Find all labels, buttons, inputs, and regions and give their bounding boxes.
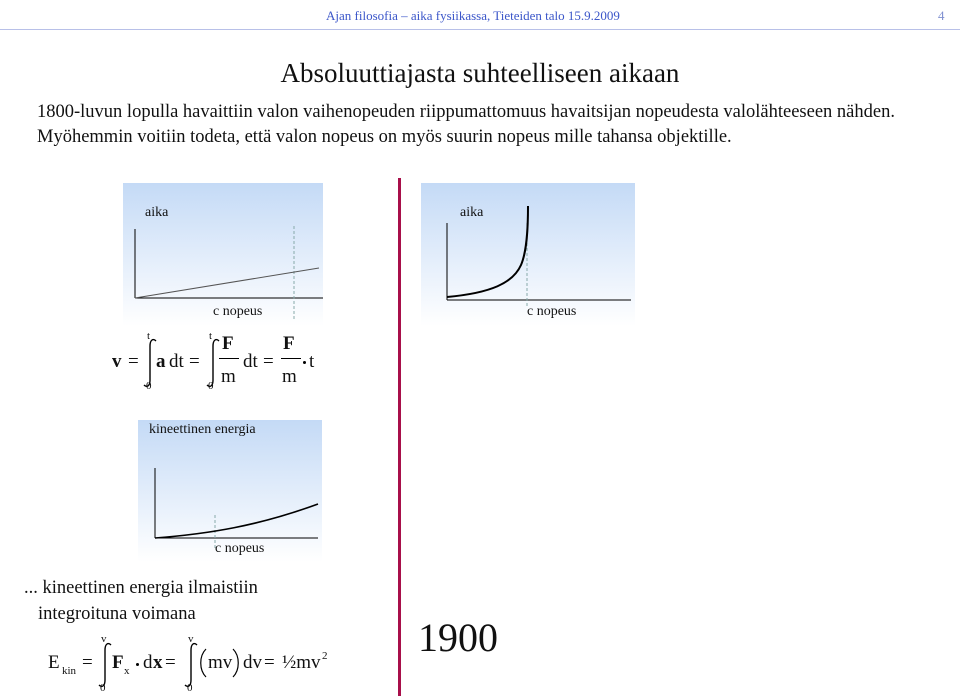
chart2-x-label: c nopeus — [527, 304, 577, 319]
eq2-d: d — [143, 652, 153, 673]
eq-equals-1: = — [128, 351, 139, 372]
eq2-upper-1: v — [101, 633, 107, 645]
eq2-paren-right — [230, 648, 242, 678]
eq-dot-1 — [303, 361, 306, 364]
eq2-equals-1: = — [82, 652, 93, 673]
eq2-sub-kin: kin — [62, 665, 77, 677]
eq2-mv: mv — [208, 652, 233, 673]
eq-v: v — [112, 351, 122, 372]
eq-equals-3: = — [263, 351, 274, 372]
eq2-half-mv: ½mv — [282, 652, 321, 673]
eq-m-2: m — [282, 366, 297, 387]
slide-header: Ajan filosofia – aika fysiikassa, Tieteiden talo 15.9.2009 — [326, 8, 620, 23]
chart1-curve — [135, 268, 319, 298]
eq-lower-2: 0 — [208, 380, 214, 392]
eq-dt-1: dt — [169, 351, 184, 372]
chart2-curve — [447, 206, 528, 297]
timeline-divider — [398, 178, 401, 696]
eq-equals-2: = — [189, 351, 200, 372]
page-number: 4 — [938, 8, 945, 23]
slide-title: Absoluuttiajasta suhteelliseen aikaan — [280, 58, 680, 88]
chart1-y-label: aika — [145, 205, 169, 220]
eq2-x-bold: x — [153, 652, 163, 673]
kinetic-note-line-2: integroituna voimana — [38, 604, 196, 624]
eq2-dot — [136, 663, 139, 666]
eq-a: a — [156, 351, 166, 372]
eq-F-2: F — [283, 333, 295, 354]
eq-fracbar-2 — [281, 358, 301, 359]
chart3-x-label: c nopeus — [215, 541, 265, 556]
eq-upper-1: t — [147, 330, 151, 342]
eq2-upper-2: v — [188, 633, 194, 645]
eq-lower-1: 0 — [146, 380, 152, 392]
body-paragraph: 1800-luvun lopulla havaittiin valon vaihenopeuden riippumattomuus havaitsijan nopeudesta valolähteeseen nähden. Myöhemmin voitiin todeta, että valon nopeus on myös suurin nopeus mille tahansa objektille. — [37, 102, 895, 147]
eq2-equals-3: = — [264, 652, 275, 673]
kinetic-energy-note — [24, 575, 258, 627]
eq2-sub-x: x — [124, 665, 130, 677]
eq-m-1: m — [221, 366, 236, 387]
eq2-equals-2: = — [165, 652, 176, 673]
eq2-E: E — [48, 652, 60, 673]
eq2-lower-1: 0 — [100, 682, 106, 694]
eq-t: t — [309, 351, 315, 372]
year-label: 1900 — [418, 615, 498, 660]
eq-dt-2: dt — [243, 351, 258, 372]
chart3-curve — [155, 504, 318, 538]
eq-upper-2: t — [209, 330, 213, 342]
eq-F-1: F — [222, 333, 234, 354]
chart2-y-label: aika — [460, 205, 484, 220]
eq2-exponent: 2 — [322, 650, 328, 662]
kinetic-note-line-1: ... kineettinen energia ilmaistiin — [24, 578, 258, 598]
eq2-F: F — [112, 652, 124, 673]
eq-fracbar-1 — [219, 358, 239, 359]
chart1-x-label: c nopeus — [213, 304, 263, 319]
eq2-lower-2: 0 — [187, 682, 193, 694]
chart3-title: kineettinen energia — [149, 422, 256, 437]
eq2-dv: dv — [243, 652, 262, 673]
header-rule — [0, 29, 960, 30]
